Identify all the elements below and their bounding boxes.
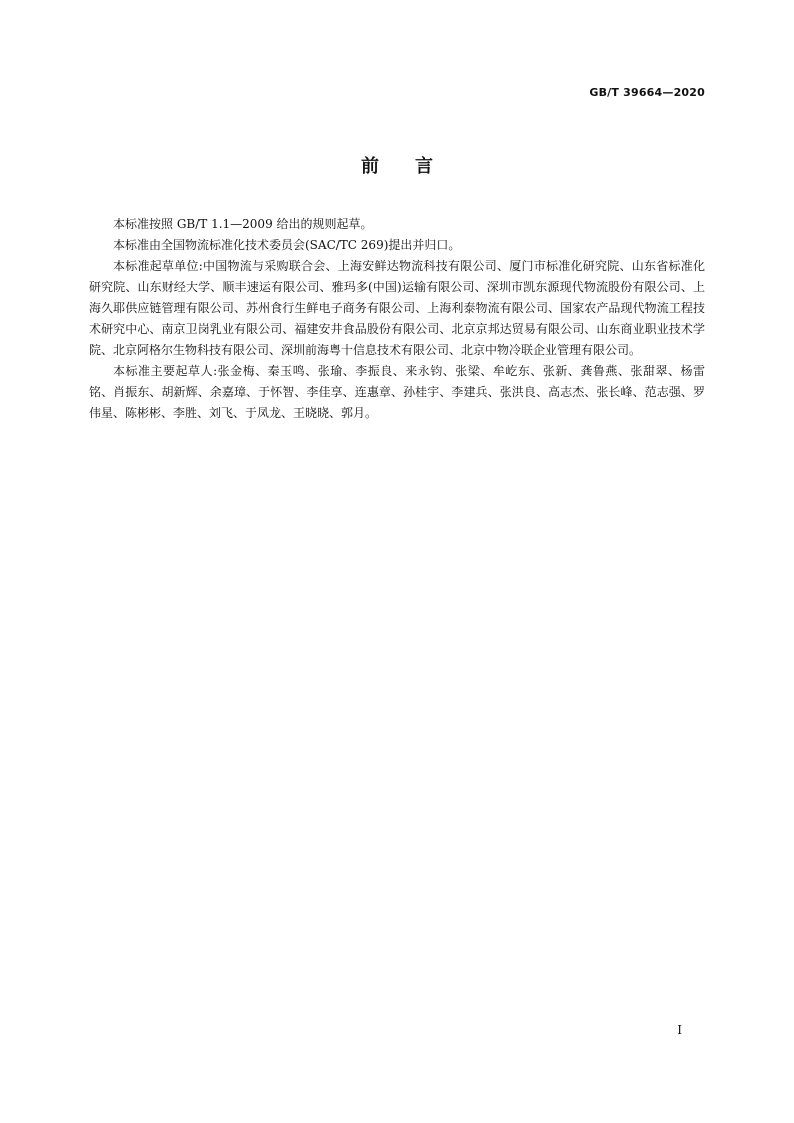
page-title: 前言	[361, 156, 469, 177]
standard-number: GB/T 39664—2020	[589, 86, 705, 99]
paragraph-drafters: 本标准主要起草人:张金梅、秦玉鸣、张瑜、李振良、来永钧、张梁、牟屹东、张新、龚鲁燕、张甜翠、杨雷铭、肖振东、胡新辉、余嘉璋、于怀智、李佳享、连惠章、孙桂宇、李建兵、张洪良、高志杰、张长峰、范志强、罗伟星、陈彬彬、李胜、刘飞、于凤龙、王晓晓、郭月。	[89, 364, 705, 420]
paragraph-drafting-units: 本标准起草单位:中国物流与采购联合会、上海安鲜达物流科技有限公司、厦门市标准化研究院、山东省标准化研究院、山东财经大学、顺丰速运有限公司、雅玛多(中国)运输有限公司、深圳市凯东源现代物流股份有限公司、上海久耶供应链管理有限公司、苏州食行生鲜电子商务有限公司、上海利泰物流有限公司、国家农产品现代物流工程技术研究中心、南京卫岗乳业有限公司、福建安井食品股份有限公司、北京京邦达贸易有限公司、山东商业职业技术学院、北京阿格尔生物科技有限公司、深圳前海粤十信息技术有限公司、北京中物冷联企业管理有限公司。	[89, 259, 705, 357]
paragraph-drafting-rules: 本标准按照 GB/T 1.1—2009 给出的规则起草。	[113, 217, 373, 231]
preface-body	[89, 214, 705, 424]
page-number: I	[677, 1023, 682, 1037]
paragraph-proposer: 本标准由全国物流标准化技术委员会(SAC/TC 269)提出并归口。	[113, 238, 461, 252]
